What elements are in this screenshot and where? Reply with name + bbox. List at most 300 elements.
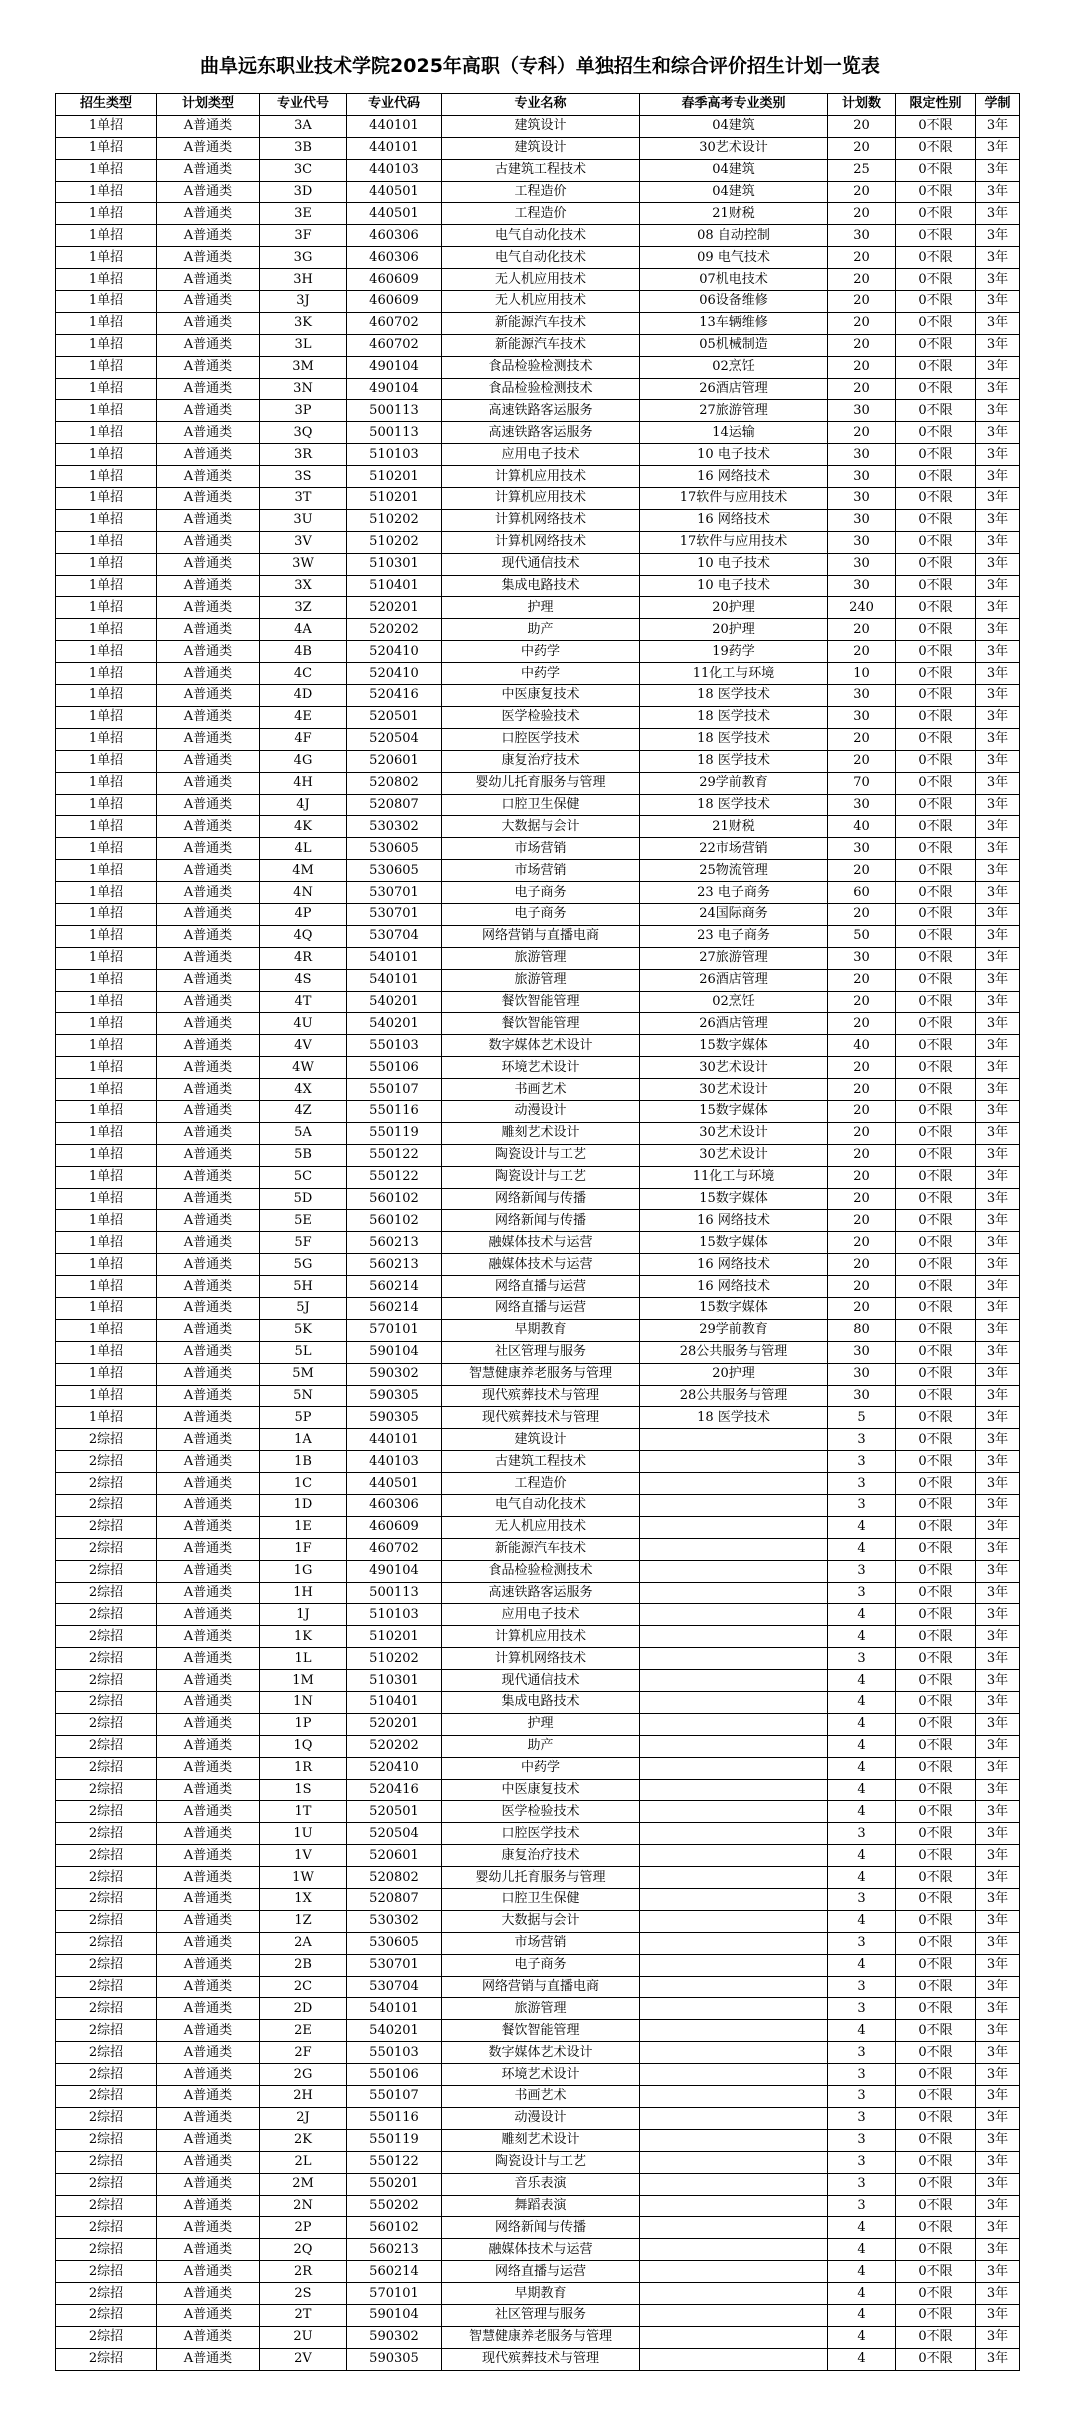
cell-major-code: 530605 xyxy=(347,1932,442,1954)
table-row xyxy=(56,1560,1020,1582)
cell-spring-exam-category: 21财税 xyxy=(640,816,828,838)
cell-plan-type: A普通类 xyxy=(157,1122,260,1144)
cell-gender-limit: 0不限 xyxy=(896,247,976,269)
header-enrollment-type: 招生类型 xyxy=(56,94,157,116)
cell-spring-exam-category: 02烹饪 xyxy=(640,991,828,1013)
cell-plan-count: 20 xyxy=(828,269,896,291)
cell-major-code: 560102 xyxy=(347,2217,442,2239)
cell-duration: 3年 xyxy=(976,2042,1020,2064)
table-row xyxy=(56,816,1020,838)
cell-duration: 3年 xyxy=(976,2086,1020,2108)
cell-major-code-letter: 3S xyxy=(260,466,347,488)
cell-major-name: 口腔卫生保健 xyxy=(442,794,640,816)
cell-spring-exam-category xyxy=(640,2129,828,2151)
cell-major-code: 490104 xyxy=(347,356,442,378)
cell-major-code: 550119 xyxy=(347,2129,442,2151)
cell-duration: 3年 xyxy=(976,1319,1020,1341)
cell-enrollment-type: 1单招 xyxy=(56,356,157,378)
cell-major-name: 网络直播与运营 xyxy=(442,2261,640,2283)
cell-major-code: 510202 xyxy=(347,531,442,553)
cell-plan-count: 30 xyxy=(828,706,896,728)
cell-major-name: 助产 xyxy=(442,619,640,641)
cell-major-code-letter: 2E xyxy=(260,2020,347,2042)
cell-major-name: 建筑设计 xyxy=(442,115,640,137)
table-row xyxy=(56,728,1020,750)
cell-plan-count: 30 xyxy=(828,225,896,247)
cell-gender-limit: 0不限 xyxy=(896,597,976,619)
cell-plan-type: A普通类 xyxy=(157,728,260,750)
cell-major-name: 口腔医学技术 xyxy=(442,728,640,750)
cell-major-code-letter: 3T xyxy=(260,488,347,510)
cell-major-code: 540201 xyxy=(347,2020,442,2042)
cell-major-name: 助产 xyxy=(442,1735,640,1757)
cell-duration: 3年 xyxy=(976,1100,1020,1122)
cell-major-code-letter: 3G xyxy=(260,247,347,269)
cell-plan-type: A普通类 xyxy=(157,400,260,422)
cell-major-code-letter: 2M xyxy=(260,2173,347,2195)
cell-plan-count: 4 xyxy=(828,2348,896,2370)
cell-spring-exam-category xyxy=(640,2107,828,2129)
cell-gender-limit: 0不限 xyxy=(896,2195,976,2217)
table-row xyxy=(56,619,1020,641)
table-row xyxy=(56,838,1020,860)
cell-major-code: 510401 xyxy=(347,1692,442,1714)
cell-duration: 3年 xyxy=(976,1954,1020,1976)
cell-plan-count: 4 xyxy=(828,2304,896,2326)
enrollment-plan-table xyxy=(55,93,1020,2371)
cell-major-code: 520201 xyxy=(347,1713,442,1735)
cell-major-name: 现代殡葬技术与管理 xyxy=(442,1407,640,1429)
cell-enrollment-type: 1单招 xyxy=(56,1341,157,1363)
cell-plan-type: A普通类 xyxy=(157,750,260,772)
cell-major-code: 440501 xyxy=(347,1473,442,1495)
cell-duration: 3年 xyxy=(976,1122,1020,1144)
cell-gender-limit: 0不限 xyxy=(896,488,976,510)
cell-plan-count: 30 xyxy=(828,1385,896,1407)
cell-plan-type: A普通类 xyxy=(157,1100,260,1122)
cell-duration: 3年 xyxy=(976,203,1020,225)
cell-major-name: 护理 xyxy=(442,1713,640,1735)
cell-gender-limit: 0不限 xyxy=(896,882,976,904)
cell-plan-type: A普通类 xyxy=(157,1079,260,1101)
cell-duration: 3年 xyxy=(976,1976,1020,1998)
table-row xyxy=(56,1976,1020,1998)
cell-plan-type: A普通类 xyxy=(157,1670,260,1692)
table-row xyxy=(56,334,1020,356)
cell-plan-count: 20 xyxy=(828,1254,896,1276)
cell-gender-limit: 0不限 xyxy=(896,1735,976,1757)
cell-major-code: 590305 xyxy=(347,1407,442,1429)
cell-plan-type: A普通类 xyxy=(157,531,260,553)
table-row xyxy=(56,597,1020,619)
cell-plan-type: A普通类 xyxy=(157,1932,260,1954)
cell-gender-limit: 0不限 xyxy=(896,1692,976,1714)
cell-major-code: 590305 xyxy=(347,2348,442,2370)
table-row xyxy=(56,1429,1020,1451)
cell-spring-exam-category xyxy=(640,2151,828,2173)
cell-spring-exam-category: 18 医学技术 xyxy=(640,706,828,728)
cell-duration: 3年 xyxy=(976,882,1020,904)
table-row xyxy=(56,2042,1020,2064)
cell-major-code-letter: 1V xyxy=(260,1845,347,1867)
cell-major-code-letter: 2H xyxy=(260,2086,347,2108)
cell-plan-count: 3 xyxy=(828,1823,896,1845)
cell-plan-type: A普通类 xyxy=(157,794,260,816)
cell-spring-exam-category: 18 医学技术 xyxy=(640,794,828,816)
cell-major-code-letter: 2F xyxy=(260,2042,347,2064)
table-row xyxy=(56,947,1020,969)
cell-enrollment-type: 2综招 xyxy=(56,1932,157,1954)
cell-gender-limit: 0不限 xyxy=(896,2064,976,2086)
cell-plan-count: 4 xyxy=(828,1670,896,1692)
cell-spring-exam-category: 16 网络技术 xyxy=(640,1210,828,1232)
cell-major-code: 530302 xyxy=(347,1910,442,1932)
cell-duration: 3年 xyxy=(976,597,1020,619)
table-row xyxy=(56,1232,1020,1254)
cell-major-name: 高速铁路客运服务 xyxy=(442,422,640,444)
table-row xyxy=(56,706,1020,728)
cell-gender-limit: 0不限 xyxy=(896,575,976,597)
cell-plan-type: A普通类 xyxy=(157,685,260,707)
cell-gender-limit: 0不限 xyxy=(896,838,976,860)
cell-plan-type: A普通类 xyxy=(157,1713,260,1735)
cell-enrollment-type: 2综招 xyxy=(56,1845,157,1867)
cell-major-name: 电子商务 xyxy=(442,1954,640,1976)
cell-plan-count: 30 xyxy=(828,947,896,969)
cell-spring-exam-category: 20护理 xyxy=(640,619,828,641)
table-row xyxy=(56,181,1020,203)
cell-gender-limit: 0不限 xyxy=(896,969,976,991)
cell-duration: 3年 xyxy=(976,641,1020,663)
cell-enrollment-type: 1单招 xyxy=(56,1232,157,1254)
cell-major-name: 计算机网络技术 xyxy=(442,531,640,553)
cell-major-code: 550201 xyxy=(347,2173,442,2195)
cell-gender-limit: 0不限 xyxy=(896,312,976,334)
cell-plan-type: A普通类 xyxy=(157,444,260,466)
table-row xyxy=(56,1889,1020,1911)
cell-major-name: 雕刻艺术设计 xyxy=(442,2129,640,2151)
cell-major-name: 护理 xyxy=(442,597,640,619)
table-row xyxy=(56,2304,1020,2326)
cell-gender-limit: 0不限 xyxy=(896,1297,976,1319)
cell-plan-type: A普通类 xyxy=(157,1976,260,1998)
cell-major-code: 530701 xyxy=(347,882,442,904)
cell-spring-exam-category xyxy=(640,1538,828,1560)
cell-spring-exam-category xyxy=(640,2239,828,2261)
table-row xyxy=(56,466,1020,488)
cell-plan-count: 30 xyxy=(828,466,896,488)
cell-plan-type: A普通类 xyxy=(157,422,260,444)
cell-major-code-letter: 3Q xyxy=(260,422,347,444)
cell-spring-exam-category: 15数字媒体 xyxy=(640,1035,828,1057)
table-row xyxy=(56,2086,1020,2108)
table-row xyxy=(56,2129,1020,2151)
cell-major-code: 440501 xyxy=(347,203,442,225)
cell-gender-limit: 0不限 xyxy=(896,772,976,794)
cell-spring-exam-category: 30艺术设计 xyxy=(640,1057,828,1079)
cell-major-code-letter: 4K xyxy=(260,816,347,838)
cell-major-code-letter: 2P xyxy=(260,2217,347,2239)
cell-enrollment-type: 2综招 xyxy=(56,1867,157,1889)
cell-plan-type: A普通类 xyxy=(157,378,260,400)
cell-enrollment-type: 1单招 xyxy=(56,1276,157,1298)
cell-duration: 3年 xyxy=(976,1407,1020,1429)
cell-plan-type: A普通类 xyxy=(157,1276,260,1298)
cell-plan-count: 4 xyxy=(828,1516,896,1538)
cell-spring-exam-category: 18 医学技术 xyxy=(640,685,828,707)
cell-major-name: 应用电子技术 xyxy=(442,1604,640,1626)
cell-spring-exam-category: 23 电子商务 xyxy=(640,882,828,904)
cell-spring-exam-category: 16 网络技术 xyxy=(640,1276,828,1298)
cell-plan-type: A普通类 xyxy=(157,1801,260,1823)
table-row xyxy=(56,1122,1020,1144)
cell-duration: 3年 xyxy=(976,356,1020,378)
table-row xyxy=(56,400,1020,422)
cell-major-code: 530605 xyxy=(347,838,442,860)
cell-major-name: 建筑设计 xyxy=(442,1429,640,1451)
cell-major-code-letter: 4A xyxy=(260,619,347,641)
cell-major-code-letter: 4H xyxy=(260,772,347,794)
cell-gender-limit: 0不限 xyxy=(896,466,976,488)
cell-duration: 3年 xyxy=(976,1801,1020,1823)
cell-plan-count: 4 xyxy=(828,1604,896,1626)
cell-duration: 3年 xyxy=(976,1560,1020,1582)
cell-plan-count: 3 xyxy=(828,2151,896,2173)
cell-gender-limit: 0不限 xyxy=(896,1232,976,1254)
table-row xyxy=(56,1779,1020,1801)
cell-major-code: 490104 xyxy=(347,1560,442,1582)
cell-major-name: 现代殡葬技术与管理 xyxy=(442,2348,640,2370)
cell-duration: 3年 xyxy=(976,225,1020,247)
cell-major-name: 网络直播与运营 xyxy=(442,1297,640,1319)
cell-major-name: 网络新闻与传播 xyxy=(442,2217,640,2239)
cell-duration: 3年 xyxy=(976,860,1020,882)
cell-major-code-letter: 1G xyxy=(260,1560,347,1582)
page-title: 曲阜远东职业技术学院2025年高职（专科）单独招生和综合评价招生计划一览表 xyxy=(200,55,880,77)
cell-major-code-letter: 1K xyxy=(260,1626,347,1648)
cell-major-code: 590302 xyxy=(347,1363,442,1385)
cell-plan-type: A普通类 xyxy=(157,291,260,313)
cell-gender-limit: 0不限 xyxy=(896,1079,976,1101)
cell-major-name: 建筑设计 xyxy=(442,137,640,159)
cell-enrollment-type: 2综招 xyxy=(56,1429,157,1451)
cell-plan-count: 30 xyxy=(828,400,896,422)
cell-plan-count: 20 xyxy=(828,291,896,313)
cell-plan-count: 4 xyxy=(828,1779,896,1801)
cell-major-code: 550122 xyxy=(347,1166,442,1188)
cell-plan-type: A普通类 xyxy=(157,1910,260,1932)
cell-gender-limit: 0不限 xyxy=(896,728,976,750)
cell-plan-type: A普通类 xyxy=(157,1582,260,1604)
cell-major-code: 550116 xyxy=(347,2107,442,2129)
cell-enrollment-type: 2综招 xyxy=(56,2195,157,2217)
cell-major-code: 540101 xyxy=(347,947,442,969)
cell-spring-exam-category xyxy=(640,1998,828,2020)
cell-major-code-letter: 3W xyxy=(260,553,347,575)
table-row xyxy=(56,509,1020,531)
cell-enrollment-type: 1单招 xyxy=(56,816,157,838)
cell-gender-limit: 0不限 xyxy=(896,1845,976,1867)
cell-major-code-letter: 4T xyxy=(260,991,347,1013)
cell-major-code: 520410 xyxy=(347,641,442,663)
cell-major-code: 550116 xyxy=(347,1100,442,1122)
cell-major-name: 集成电路技术 xyxy=(442,1692,640,1714)
cell-spring-exam-category xyxy=(640,1560,828,1582)
cell-spring-exam-category: 10 电子技术 xyxy=(640,575,828,597)
cell-enrollment-type: 1单招 xyxy=(56,772,157,794)
cell-enrollment-type: 2综招 xyxy=(56,1823,157,1845)
cell-duration: 3年 xyxy=(976,378,1020,400)
cell-gender-limit: 0不限 xyxy=(896,685,976,707)
cell-gender-limit: 0不限 xyxy=(896,947,976,969)
table-row xyxy=(56,925,1020,947)
cell-major-name: 网络新闻与传播 xyxy=(442,1210,640,1232)
cell-duration: 3年 xyxy=(976,2348,1020,2370)
cell-major-code: 460702 xyxy=(347,312,442,334)
cell-duration: 3年 xyxy=(976,1385,1020,1407)
cell-major-code-letter: 4S xyxy=(260,969,347,991)
cell-enrollment-type: 1单招 xyxy=(56,291,157,313)
cell-major-code-letter: 2R xyxy=(260,2261,347,2283)
cell-major-code: 440501 xyxy=(347,181,442,203)
cell-major-code: 440101 xyxy=(347,115,442,137)
table-row xyxy=(56,575,1020,597)
cell-spring-exam-category: 30艺术设计 xyxy=(640,137,828,159)
cell-spring-exam-category xyxy=(640,1932,828,1954)
cell-gender-limit: 0不限 xyxy=(896,1319,976,1341)
cell-major-code-letter: 5H xyxy=(260,1276,347,1298)
cell-gender-limit: 0不限 xyxy=(896,1210,976,1232)
cell-plan-type: A普通类 xyxy=(157,312,260,334)
cell-major-code: 460306 xyxy=(347,1495,442,1517)
cell-major-name: 新能源汽车技术 xyxy=(442,334,640,356)
cell-duration: 3年 xyxy=(976,1713,1020,1735)
cell-enrollment-type: 1单招 xyxy=(56,400,157,422)
table-row xyxy=(56,2326,1020,2348)
cell-major-code: 550119 xyxy=(347,1122,442,1144)
cell-enrollment-type: 2综招 xyxy=(56,1451,157,1473)
cell-plan-count: 30 xyxy=(828,685,896,707)
cell-major-name: 高速铁路客运服务 xyxy=(442,400,640,422)
cell-major-name: 网络营销与直播电商 xyxy=(442,925,640,947)
cell-plan-count: 4 xyxy=(828,1713,896,1735)
cell-spring-exam-category xyxy=(640,1429,828,1451)
cell-duration: 3年 xyxy=(976,334,1020,356)
cell-major-code-letter: 4B xyxy=(260,641,347,663)
cell-gender-limit: 0不限 xyxy=(896,2151,976,2173)
cell-enrollment-type: 1单招 xyxy=(56,838,157,860)
cell-spring-exam-category: 21财税 xyxy=(640,203,828,225)
cell-gender-limit: 0不限 xyxy=(896,509,976,531)
cell-major-code: 530704 xyxy=(347,1976,442,1998)
cell-enrollment-type: 1单招 xyxy=(56,378,157,400)
cell-major-code-letter: 1P xyxy=(260,1713,347,1735)
cell-major-name: 婴幼儿托育服务与管理 xyxy=(442,1867,640,1889)
cell-major-name: 动漫设计 xyxy=(442,2107,640,2129)
cell-plan-type: A普通类 xyxy=(157,1692,260,1714)
cell-plan-type: A普通类 xyxy=(157,838,260,860)
cell-spring-exam-category xyxy=(640,2195,828,2217)
cell-major-code-letter: 1A xyxy=(260,1429,347,1451)
cell-plan-type: A普通类 xyxy=(157,947,260,969)
table-row xyxy=(56,1385,1020,1407)
cell-enrollment-type: 2综招 xyxy=(56,2173,157,2195)
cell-gender-limit: 0不限 xyxy=(896,1166,976,1188)
cell-duration: 3年 xyxy=(976,1757,1020,1779)
cell-major-code-letter: 4E xyxy=(260,706,347,728)
cell-major-code: 460306 xyxy=(347,225,442,247)
cell-enrollment-type: 1单招 xyxy=(56,619,157,641)
cell-plan-type: A普通类 xyxy=(157,1560,260,1582)
cell-major-code: 500113 xyxy=(347,1582,442,1604)
cell-duration: 3年 xyxy=(976,794,1020,816)
cell-major-code: 520807 xyxy=(347,794,442,816)
cell-major-code-letter: 1N xyxy=(260,1692,347,1714)
cell-plan-count: 3 xyxy=(828,1495,896,1517)
cell-enrollment-type: 1单招 xyxy=(56,1363,157,1385)
cell-spring-exam-category xyxy=(640,2173,828,2195)
cell-duration: 3年 xyxy=(976,1188,1020,1210)
cell-spring-exam-category: 26酒店管理 xyxy=(640,969,828,991)
cell-gender-limit: 0不限 xyxy=(896,1035,976,1057)
cell-spring-exam-category xyxy=(640,1801,828,1823)
cell-duration: 3年 xyxy=(976,1932,1020,1954)
cell-plan-count: 4 xyxy=(828,2239,896,2261)
cell-enrollment-type: 2综招 xyxy=(56,1495,157,1517)
cell-major-code-letter: 3B xyxy=(260,137,347,159)
cell-major-code: 530701 xyxy=(347,903,442,925)
cell-gender-limit: 0不限 xyxy=(896,903,976,925)
cell-duration: 3年 xyxy=(976,706,1020,728)
cell-gender-limit: 0不限 xyxy=(896,1713,976,1735)
cell-plan-type: A普通类 xyxy=(157,1998,260,2020)
cell-plan-count: 20 xyxy=(828,969,896,991)
cell-plan-count: 30 xyxy=(828,794,896,816)
cell-major-code: 540201 xyxy=(347,991,442,1013)
cell-enrollment-type: 1单招 xyxy=(56,1210,157,1232)
cell-major-code: 550107 xyxy=(347,1079,442,1101)
cell-duration: 3年 xyxy=(976,422,1020,444)
cell-major-code-letter: 4V xyxy=(260,1035,347,1057)
cell-gender-limit: 0不限 xyxy=(896,1188,976,1210)
table-row xyxy=(56,1670,1020,1692)
cell-spring-exam-category xyxy=(640,1779,828,1801)
cell-gender-limit: 0不限 xyxy=(896,641,976,663)
cell-spring-exam-category xyxy=(640,1451,828,1473)
table-row xyxy=(56,1757,1020,1779)
table-row xyxy=(56,1516,1020,1538)
cell-major-code-letter: 1Z xyxy=(260,1910,347,1932)
table-row xyxy=(56,488,1020,510)
cell-major-code: 550106 xyxy=(347,2064,442,2086)
cell-gender-limit: 0不限 xyxy=(896,2261,976,2283)
cell-major-code-letter: 2K xyxy=(260,2129,347,2151)
cell-duration: 3年 xyxy=(976,1998,1020,2020)
cell-gender-limit: 0不限 xyxy=(896,619,976,641)
cell-major-name: 市场营销 xyxy=(442,838,640,860)
cell-plan-type: A普通类 xyxy=(157,1495,260,1517)
table-header-row xyxy=(56,94,1020,116)
cell-gender-limit: 0不限 xyxy=(896,1954,976,1976)
cell-spring-exam-category xyxy=(640,1648,828,1670)
cell-plan-type: A普通类 xyxy=(157,1232,260,1254)
cell-plan-type: A普通类 xyxy=(157,356,260,378)
cell-plan-count: 3 xyxy=(828,1560,896,1582)
cell-gender-limit: 0不限 xyxy=(896,2239,976,2261)
cell-duration: 3年 xyxy=(976,2151,1020,2173)
cell-gender-limit: 0不限 xyxy=(896,1100,976,1122)
cell-spring-exam-category: 16 网络技术 xyxy=(640,509,828,531)
